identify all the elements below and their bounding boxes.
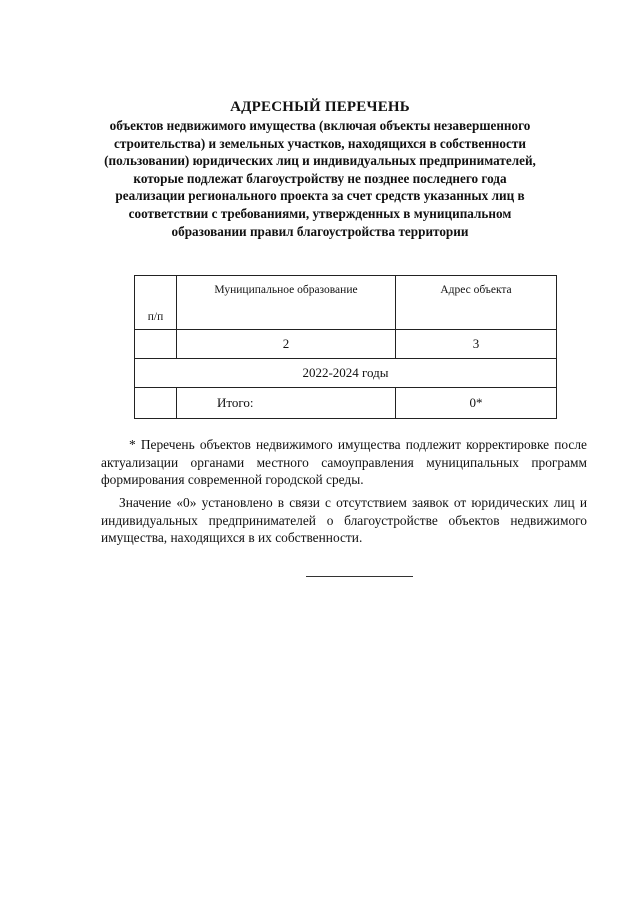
subtitle-line: образовании правил благоустройства территории bbox=[171, 223, 469, 239]
explanation-text: Значение «0» установлено в связи с отсутствием заявок от юридических лиц и индивидуальных предпринимателей о благоустройстве объектов недвижимого имущества, находящихся в их собственности. bbox=[101, 495, 587, 545]
total-row bbox=[135, 388, 557, 419]
subtitle-line: соответствии с требованиями, утвержденных в муниципальном bbox=[128, 205, 512, 221]
total-value: 0* bbox=[396, 388, 557, 419]
document-subtitle bbox=[90, 117, 550, 240]
closing-line bbox=[306, 576, 413, 577]
subtitle-line: реализации регионального проекта за счет средств указанных лиц в bbox=[115, 188, 525, 204]
footnote-text: * Перечень объектов недвижимого имущества подлежит корректировке после актуализации органами местного самоуправления муниципальных программ формирования современной городской среды. bbox=[101, 437, 587, 487]
address-list-table bbox=[134, 275, 557, 419]
column-number-row bbox=[135, 330, 557, 359]
header-municipality: Муниципальное образование bbox=[177, 276, 396, 330]
table-header-row bbox=[135, 276, 557, 330]
column-number-1 bbox=[135, 330, 177, 359]
subtitle-line: которые подлежат благоустройству не позднее последнего года bbox=[133, 170, 507, 186]
subtitle-line: (пользовании) юридических лиц и индивидуальных предпринимателей, bbox=[104, 153, 536, 169]
header-number: п/п bbox=[135, 276, 177, 330]
column-number-2: 2 bbox=[177, 330, 396, 359]
subtitle-line: строительства) и земельных участков, находящихся в собственности bbox=[114, 135, 526, 151]
period-cell: 2022-2024 годы bbox=[135, 359, 557, 388]
total-empty-cell bbox=[135, 388, 177, 419]
header-address: Адрес объекта bbox=[396, 276, 557, 330]
document-title: АДРЕСНЫЙ ПЕРЕЧЕНЬ bbox=[230, 99, 410, 115]
column-number-3: 3 bbox=[396, 330, 557, 359]
total-label: Итого: bbox=[177, 388, 396, 419]
subtitle-line: объектов недвижимого имущества (включая объекты незавершенного bbox=[109, 118, 531, 133]
period-row bbox=[135, 359, 557, 388]
